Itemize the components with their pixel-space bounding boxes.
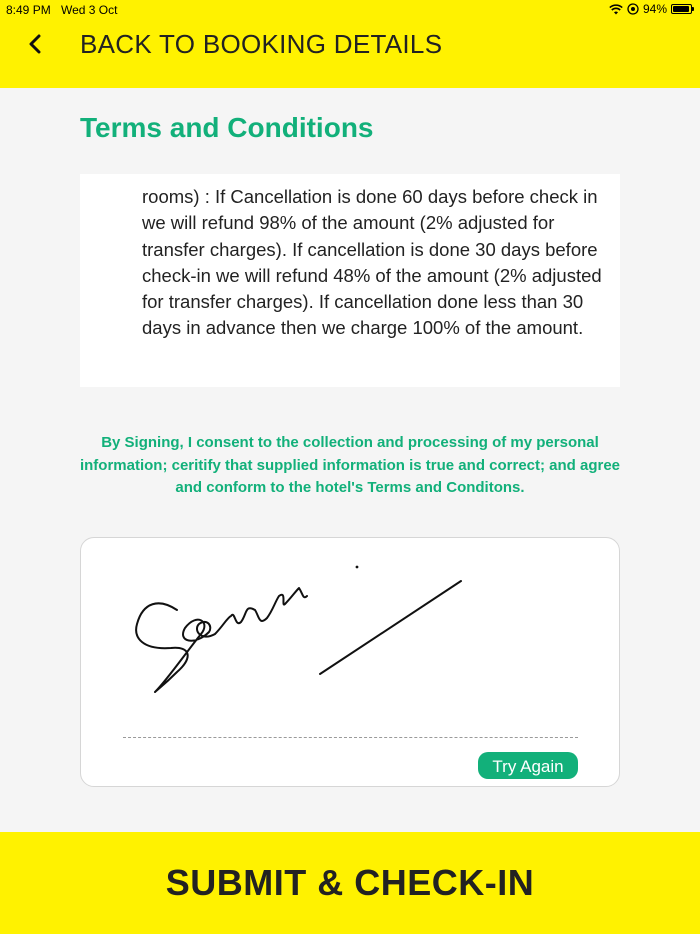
submit-checkin-button[interactable] (0, 832, 700, 934)
battery-percent: 94% (642, 2, 667, 16)
back-to-booking-button[interactable] (28, 26, 442, 62)
submit-checkin-label: SUBMIT & CHECK-IN (165, 862, 535, 903)
status-indicators (609, 2, 692, 16)
consent-text: By Signing, I consent to the collection and processing of my personal information; ceritify that supplied information is true and correct; and agree and conform to the hotel's Terms and Conditons. (79, 434, 621, 496)
signature-pad[interactable] (80, 537, 620, 787)
location-icon (627, 3, 639, 15)
header-bar (0, 0, 700, 88)
status-bar (0, 0, 700, 20)
signature-drawing (81, 538, 621, 788)
status-date: Wed 3 Oct (61, 3, 118, 17)
try-again-button[interactable]: Try Again (478, 752, 578, 779)
signature-baseline (123, 737, 578, 738)
status-time: 8:49 PM (6, 3, 51, 17)
terms-scroll-area[interactable] (80, 174, 620, 387)
page-title: Terms and Conditions (80, 112, 374, 143)
chevron-left-icon (28, 26, 52, 62)
wifi-icon (609, 4, 623, 15)
back-button-label: BACK TO BOOKING DETAILS (80, 28, 443, 59)
battery-icon (671, 4, 692, 14)
terms-text: rooms) : If Cancellation is done 60 days before check in we will refund 98% of the amount (2% adjusted for transfer charges). If cancellation is done 30 days before check-in we will refund 48% of the amount (2% adjusted for transfer charges). If cancellation done less than 30 days in advance then we charge 100% of the amount. (142, 186, 602, 339)
